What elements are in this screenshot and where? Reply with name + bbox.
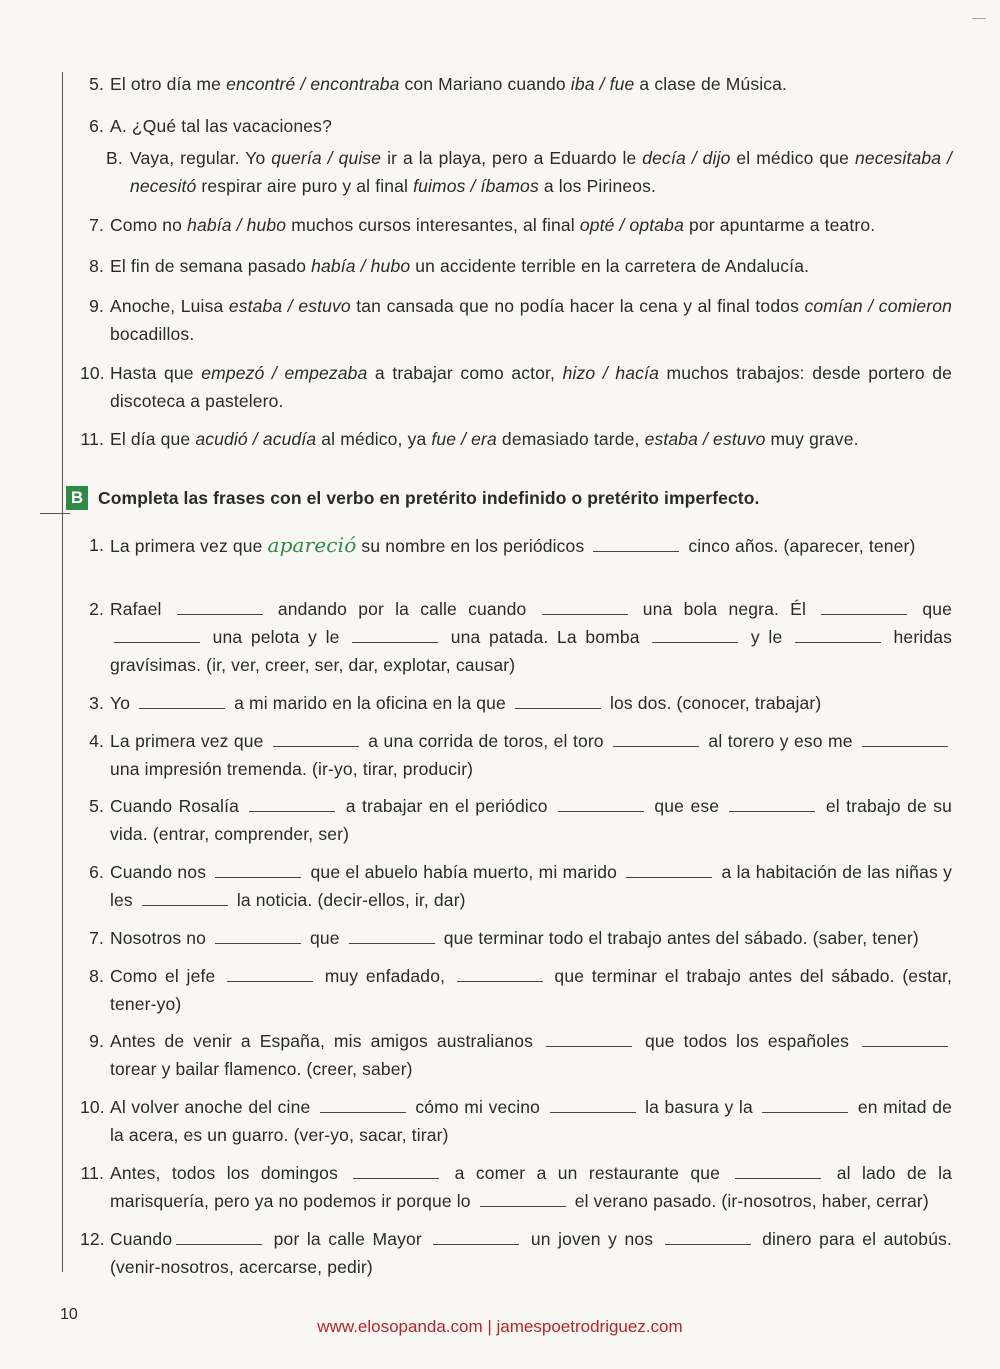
- answer-blank[interactable]: [515, 694, 601, 709]
- text: a mi marido en la oficina en la que: [229, 693, 511, 713]
- answer-blank[interactable]: [795, 628, 881, 643]
- exercise-b-item-8: [80, 962, 952, 1018]
- text: el trabajo de su vida. (entrar, comprender, ser): [110, 796, 952, 844]
- text: heridas gravísimas. (ir, ver, creer, ser, dar, explotar, causar): [110, 627, 952, 675]
- answer-blank[interactable]: [862, 732, 948, 747]
- text: a trabajar como actor,: [367, 363, 563, 383]
- item-number: 12.: [80, 1229, 105, 1249]
- text: muy grave.: [765, 429, 859, 449]
- section-instructions: Completa las frases con el verbo en pretérito indefinido o pretérito imperfecto.: [98, 487, 760, 508]
- text: el verano pasado. (ir-nosotros, haber, cerrar): [569, 1191, 929, 1211]
- text: una pelota y le: [204, 627, 349, 647]
- text: Como el jefe: [110, 966, 224, 986]
- text: y le: [742, 627, 791, 647]
- text: ir a la playa, pero a Eduardo le: [381, 148, 643, 168]
- exercise-b-item-5: [80, 792, 952, 848]
- answer-blank[interactable]: [762, 1098, 848, 1113]
- text: muy enfadado,: [317, 966, 453, 986]
- answer-blank[interactable]: [273, 732, 359, 747]
- choice-option[interactable]: comían / comieron: [804, 296, 952, 316]
- item-number: 2.: [89, 599, 104, 619]
- text: Nosotros no: [110, 928, 212, 948]
- text: que todos los españoles: [635, 1031, 858, 1051]
- text: una bola negra. Él: [631, 599, 818, 619]
- text: cinco años. (aparecer, tener): [683, 536, 916, 556]
- text: a los Pirineos.: [538, 176, 657, 196]
- text: que: [305, 928, 345, 948]
- choice-option[interactable]: fuimos / íbamos: [413, 176, 539, 196]
- answer-blank[interactable]: [249, 797, 335, 812]
- text: Cuando: [110, 1229, 173, 1249]
- item-number: 6.: [89, 116, 104, 136]
- text: Cuando Rosalía: [110, 796, 246, 816]
- text: que terminar todo el trabajo antes del sábado. (saber, tener): [438, 928, 919, 948]
- text: a la habitación de las niñas y les: [110, 862, 952, 910]
- exercise-b-item-9: [80, 1027, 952, 1083]
- text: La primera vez que: [110, 536, 268, 556]
- answer-blank[interactable]: [542, 600, 628, 615]
- text: torear y bailar flamenco. (creer, saber): [110, 1059, 413, 1079]
- text: dinero para el autobús. (venir-nosotros, acercarse, pedir): [110, 1229, 952, 1277]
- item-number: 5.: [89, 74, 104, 94]
- text: que terminar el trabajo antes del sábado. (estar, tener-yo): [110, 966, 952, 1014]
- item-number: 10.: [80, 363, 105, 383]
- text: Anoche, Luisa: [110, 296, 229, 316]
- answer-blank[interactable]: [177, 600, 263, 615]
- text: los dos. (conocer, trabajar): [604, 693, 822, 713]
- answer-blank[interactable]: [550, 1098, 636, 1113]
- exercise-b-item-11: [80, 1159, 952, 1215]
- text: que: [911, 599, 952, 619]
- answer-blank[interactable]: [457, 967, 543, 982]
- text: Como no: [110, 215, 188, 235]
- text: el médico que: [730, 148, 855, 168]
- text: ¿Qué tal las vacaciones?: [131, 116, 332, 136]
- section-tick: [40, 513, 70, 514]
- answer-blank[interactable]: [114, 628, 200, 643]
- text: bocadillos.: [110, 324, 195, 344]
- answer-blank[interactable]: [215, 863, 301, 878]
- text: Cuando nos: [110, 862, 212, 882]
- item-number: 5.: [89, 796, 104, 816]
- answer-blank[interactable]: [139, 694, 225, 709]
- text: un joven y nos: [523, 1229, 661, 1249]
- text: El otro día me: [110, 74, 227, 94]
- choice-option[interactable]: estaba / estuvo: [228, 296, 351, 316]
- exercise-a-item-6b: [106, 144, 952, 200]
- item-number: 9.: [89, 296, 104, 316]
- answer-blank[interactable]: [227, 967, 313, 982]
- text: Yo: [110, 693, 136, 713]
- text: al lado de la marisquería, pero ya no podemos ir porque lo: [110, 1163, 952, 1211]
- answer-blank[interactable]: [729, 797, 815, 812]
- answer-blank[interactable]: [349, 929, 435, 944]
- exercise-b-item-6: [80, 858, 952, 914]
- text: un accidente terrible en la carretera de Andalucía.: [410, 256, 810, 276]
- choice-option[interactable]: iba / fue: [570, 74, 635, 94]
- text: El día que: [110, 429, 196, 449]
- text: cómo mi vecino: [409, 1097, 546, 1117]
- corner-mark: [972, 18, 986, 19]
- speaker-label: A.: [110, 116, 127, 136]
- margin-rule: [62, 72, 63, 1272]
- text: tan cansada que no podía hacer la cena y al final todos: [350, 296, 805, 316]
- text: Antes, todos los domingos: [110, 1163, 350, 1183]
- choice-option[interactable]: había / hubo: [187, 215, 287, 235]
- text: a clase de Música.: [634, 74, 788, 94]
- text: Al volver anoche del cine: [110, 1097, 316, 1117]
- exercise-b-item-2: [80, 595, 952, 679]
- text: que ese: [648, 796, 726, 816]
- text: Vaya, regular. Yo: [130, 148, 272, 168]
- choice-option[interactable]: empezó / empezaba: [201, 363, 368, 383]
- exercise-a-item-9: [80, 292, 952, 348]
- choice-option[interactable]: quería / quise: [271, 148, 382, 168]
- choice-option[interactable]: necesitaba / necesitó: [130, 148, 953, 196]
- answer-blank[interactable]: [353, 1164, 439, 1179]
- footer-credits[interactable]: www.elosopanda.com | jamespoetrodriguez.com: [317, 1317, 683, 1336]
- section-b-header: [66, 484, 759, 512]
- text: por apuntarme a teatro.: [683, 215, 876, 235]
- item-number: 10.: [80, 1097, 105, 1117]
- item-number: 8.: [89, 966, 104, 986]
- answer-blank[interactable]: [320, 1098, 406, 1113]
- text: La primera vez que: [110, 731, 269, 751]
- item-number: 7.: [89, 215, 104, 235]
- text: a una corrida de toros, el toro: [362, 731, 610, 751]
- item-number: 1.: [89, 535, 104, 555]
- answer-blank[interactable]: [176, 1230, 262, 1245]
- text: su nombre en los periódicos: [356, 536, 590, 556]
- item-number: 9.: [89, 1031, 104, 1051]
- item-number: 11.: [80, 429, 104, 449]
- text: muchos cursos interesantes, al final: [286, 215, 580, 235]
- item-number: 11.: [80, 1163, 104, 1183]
- exercise-b-item-1: [80, 531, 952, 587]
- text: Hasta que: [110, 363, 202, 383]
- text: la noticia. (decir-ellos, ir, dar): [231, 890, 466, 910]
- text: una impresión tremenda. (ir-yo, tirar, producir): [110, 759, 474, 779]
- exercise-a-item-10: [80, 359, 952, 415]
- answer-blank[interactable]: [215, 929, 301, 944]
- choice-option[interactable]: había / hubo: [311, 256, 411, 276]
- text: con Mariano cuando: [399, 74, 571, 94]
- item-number: 6.: [89, 862, 104, 882]
- exercise-b-item-4: [80, 727, 952, 783]
- answer-blank[interactable]: [652, 628, 738, 643]
- text: al torero y eso me: [703, 731, 858, 751]
- exercise-b-item-10: [80, 1093, 952, 1149]
- text: a trabajar en el periódico: [339, 796, 555, 816]
- answer-blank[interactable]: [821, 600, 907, 615]
- item-number: 3.: [89, 693, 104, 713]
- text: a comer a un restaurante que: [443, 1163, 732, 1183]
- text: Antes de venir a España, mis amigos australianos: [110, 1031, 542, 1051]
- text: andando por la calle cuando: [266, 599, 538, 619]
- text: que el abuelo había muerto, mi marido: [305, 862, 623, 882]
- answer-blank[interactable]: [613, 732, 699, 747]
- text: al médico, ya: [316, 429, 432, 449]
- answer-blank[interactable]: [558, 797, 644, 812]
- text: por la calle Mayor: [266, 1229, 430, 1249]
- text: en mitad de la acera, es un guarro. (ver-yo, sacar, tirar): [110, 1097, 952, 1145]
- item-number: 8.: [89, 256, 104, 276]
- answer-blank[interactable]: [433, 1230, 519, 1245]
- exercise-b-item-12: [80, 1225, 952, 1281]
- answer-blank[interactable]: [665, 1230, 751, 1245]
- choice-option[interactable]: estaba / estuvo: [644, 429, 766, 449]
- answer-blank[interactable]: [593, 537, 679, 552]
- answer-blank[interactable]: [142, 891, 228, 906]
- choice-option[interactable]: opté / optaba: [579, 215, 684, 235]
- text: demasiado tarde,: [496, 429, 645, 449]
- choice-option[interactable]: hizo / hacía: [562, 363, 659, 383]
- text: muchos trabajos: desde portero de discoteca a pastelero.: [110, 363, 953, 411]
- speaker-label: B.: [106, 148, 123, 168]
- answer-blank[interactable]: [480, 1192, 566, 1207]
- page-number: 10: [60, 1306, 78, 1323]
- text: la basura y la: [639, 1097, 759, 1117]
- answer-blank[interactable]: [546, 1032, 632, 1047]
- text: respirar aire puro y al final: [196, 176, 414, 196]
- item-number: 7.: [89, 928, 104, 948]
- text: una patada. La bomba: [442, 627, 649, 647]
- choice-option[interactable]: fue / era: [431, 429, 497, 449]
- choice-option[interactable]: acudió / acudía: [195, 429, 317, 449]
- handwritten-answer[interactable]: apareció: [267, 533, 357, 557]
- text: Rafael: [110, 599, 173, 619]
- choice-option[interactable]: encontré / encontraba: [226, 74, 400, 94]
- section-badge: B: [66, 486, 88, 510]
- answer-blank[interactable]: [352, 628, 438, 643]
- text: El fin de semana pasado: [110, 256, 312, 276]
- answer-blank[interactable]: [862, 1032, 948, 1047]
- answer-blank[interactable]: [735, 1164, 821, 1179]
- item-number: 4.: [89, 731, 104, 751]
- answer-blank[interactable]: [626, 863, 712, 878]
- choice-option[interactable]: decía / dijo: [642, 148, 731, 168]
